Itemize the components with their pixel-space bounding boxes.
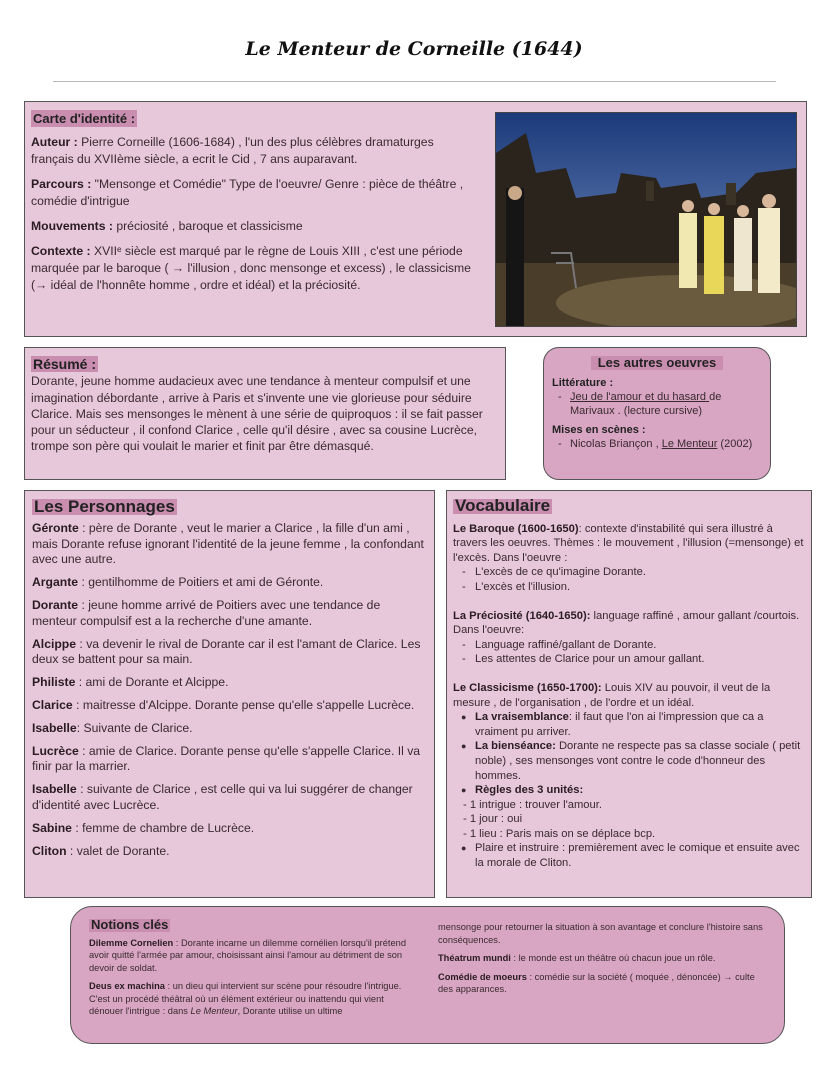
list-item — [32, 721, 427, 737]
plaire-list — [453, 841, 805, 870]
list-item: - Language raffiné/gallant de Dorante. — [475, 638, 805, 653]
resume-section — [24, 347, 506, 480]
bienseance-text: Dorante ne respecte pas sa classe sociale ( petit noble) , ses mensonges vont contre le code d'honneur des hommes. — [475, 740, 801, 782]
list-item — [32, 698, 427, 714]
baroque-def — [453, 522, 805, 566]
text-mouvements: préciosité , baroque et classicisme — [112, 219, 303, 233]
preciosite-list — [453, 638, 805, 667]
perso-name: Clarice — [32, 697, 73, 712]
baroque-text: : contexte d'instabilité qui sera illustré à travers les oeuvres. Thèmes : le mouvement , l'illusion (=mensonge) et l'excès. Dans l'oeuvre : — [453, 522, 804, 564]
perso-name: Sabine — [32, 820, 72, 835]
list-item — [570, 390, 762, 418]
perso-desc: : ami de Dorante et Alcippe. — [75, 675, 229, 690]
classicisme-text: Louis XIV au pouvoir, il veut de la mesure , de l'organisation , de l'ordre et un idéal. — [453, 681, 771, 709]
list-item — [32, 675, 427, 691]
list-item — [475, 783, 805, 798]
perso-desc: : père de Dorante , veut le marier a Clarice , la fille d'un ami , mais Dorante refuse ignorant l'identité de la jeune femme , la confondant avec une autre. — [32, 520, 424, 567]
perso-desc: : femme de chambre de Lucrèce. — [71, 820, 255, 835]
theatrum-text: : le monde est un théâtre où chacun joue un rôle. — [510, 953, 716, 963]
list-item: - 1 lieu : Paris mais on se déplace bcp. — [463, 827, 656, 840]
text-contexte: XVIIᵉ siècle est marqué par le règne de Louis XIII , c'est une période marquée par le baroque ( → l'illusion , donc mensonge et excess) , le classicisme (→ idéal de l'honnête homme , ordre et idéal) et la préciosité. — [31, 244, 471, 292]
stage-photo-image — [496, 113, 796, 326]
perso-name: Géronte — [32, 520, 79, 535]
le-menteur-link[interactable]: Le Menteur — [661, 438, 718, 450]
dilemme-def — [89, 937, 419, 975]
list-item — [32, 575, 427, 591]
preciosite-def — [453, 609, 805, 638]
preciosite-block — [453, 609, 805, 667]
mise-rest: (2002) — [717, 438, 753, 450]
classicisme-block — [453, 681, 805, 871]
perso-desc: : maitresse d'Alcippe. Dorante pense qu'elle s'appelle Lucrèce. — [72, 697, 415, 712]
label-mouvements: Mouvements : — [31, 219, 113, 233]
resume-heading: Résumé : — [33, 356, 97, 372]
mises-list — [552, 437, 762, 451]
perso-desc: : gentilhomme de Poitiers et ami de Géronte. — [78, 575, 324, 590]
vocabulaire-heading: Vocabulaire — [455, 496, 551, 515]
dilemme-label: Dilemme Cornelien — [89, 937, 174, 948]
comedie-def — [438, 971, 768, 996]
baroque-label: Le Baroque (1600-1650) — [453, 522, 579, 535]
theatrum-def — [438, 952, 768, 965]
notions-cles-section — [70, 906, 785, 1044]
vraisemblance-label: La vraisemblance — [475, 711, 569, 724]
text-parcours: "Mensonge et Comédie" Type de l'oeuvre/ Genre : pièce de théâtre , comédie d'intrigue — [31, 177, 464, 208]
perso-name: Lucrèce — [32, 743, 79, 758]
perso-name: Cliton — [32, 843, 67, 858]
comedie-text: : comédie sur la société ( moquée , dénoncée) → culte des apparances. — [438, 971, 755, 994]
baroque-list — [453, 565, 805, 594]
lit-rest: de Marivaux . (lecture cursive) — [570, 391, 722, 417]
label-parcours: Parcours : — [31, 177, 92, 191]
perso-desc: : va devenir le rival de Dorante car il est l'amant de Clarice. Les deux se battent pour sa main. — [32, 636, 421, 667]
label-contexte: Contexte : — [31, 244, 91, 258]
personnages-heading: Les Personnages — [34, 497, 175, 516]
vraisemblance-text: : il faut que l'on ai l'impression que ca a vraiment pu arriver. — [475, 711, 764, 738]
list-item — [32, 821, 427, 837]
dilemme-text: : Dorante incarne un dilemme cornélien lorsqu'il prétend avoir quitté l'armée par amour, choisissant ainsi l'amour au détriment de son devoir de soldat. — [89, 937, 406, 973]
deus-continued: mensonge pour retourner la situation à son avantage et conclure l'histoire sans conséquences. — [438, 922, 763, 945]
text-auteur: Pierre Corneille (1606-1684) , l'un des plus célèbres dramaturges français du XVIIème siècle, a ecrit le Cid , 7 ans auparavant. — [31, 135, 434, 166]
perso-name: Isabelle — [32, 720, 77, 735]
litterature-list — [552, 390, 762, 418]
autres-oeuvres-section — [543, 347, 771, 480]
perso-desc: : Suivante de Clarice. — [76, 720, 193, 735]
carte-heading: Carte d'identité : — [33, 111, 136, 126]
perso-name: Alcippe — [32, 636, 77, 651]
list-item — [475, 739, 805, 783]
personnages-section — [24, 490, 435, 898]
perso-desc: : suivante de Clarice , est celle qui va lui suggérer de changer d'identité avec Lucrèce. — [32, 782, 413, 812]
perso-desc: : valet de Dorante. — [66, 843, 170, 858]
carte-identite-section — [24, 101, 807, 337]
comedie-label: Comédie de moeurs — [438, 971, 527, 982]
perso-name: Isabelle — [32, 782, 77, 797]
carte-auteur — [31, 134, 477, 168]
regles-list — [453, 798, 805, 842]
list-item: - Les attentes de Clarice pour un amour gallant. — [475, 652, 805, 667]
notions-heading: Notions clés — [91, 917, 169, 932]
list-item — [32, 637, 427, 669]
theatrum-label: Théatrum mundi — [438, 953, 511, 963]
title-divider — [53, 81, 776, 82]
label-auteur: Auteur : — [31, 135, 78, 149]
stage-photo — [495, 112, 797, 327]
list-item: - L'excès de ce qu'imagine Dorante. — [475, 565, 805, 580]
notions-col-left — [89, 919, 419, 1024]
list-item — [32, 521, 427, 568]
list-item — [32, 744, 427, 776]
regles-label: Règles des 3 unités: — [475, 784, 584, 797]
classicisme-def — [453, 681, 805, 710]
perso-name: Dorante — [32, 597, 79, 612]
vocabulaire-section — [446, 490, 812, 898]
carte-mouvements — [31, 218, 477, 235]
list-item — [32, 782, 427, 814]
perso-name: Argante — [32, 575, 79, 590]
perso-desc: : jeune homme arrivé de Poitiers avec une tendance de menteur compulsif est a la recherche d'une amante. — [32, 597, 381, 628]
classicisme-list — [453, 710, 805, 798]
list-item — [475, 710, 805, 739]
deus-def — [89, 980, 419, 1018]
deus-italic: Le Menteur — [190, 1006, 238, 1016]
carte-contexte — [31, 243, 477, 294]
carte-parcours — [31, 176, 477, 210]
perso-desc: : amie de Clarice. Dorante pense qu'elle s'appelle Clarice. Il va finir par la marrier. — [32, 743, 421, 774]
list-item: - 1 intrigue : trouver l'amour. — [463, 798, 602, 811]
carte-text — [31, 110, 477, 294]
deus-label: Deus ex machina — [89, 981, 165, 991]
jeu-amour-link[interactable]: Jeu de l'amour et du hasard — [570, 391, 710, 403]
deus-text2: , Dorante utilise un ultime — [237, 1006, 343, 1016]
list-item — [570, 437, 762, 451]
classicisme-label: Le Classicisme (1650-1700): — [453, 681, 602, 694]
perso-name: Philiste — [32, 675, 76, 690]
mise-text: Nicolas Briançon , — [570, 438, 662, 450]
list-item — [32, 598, 427, 630]
preciosite-text: language raffiné , amour gallant /courtois. Dans l'oeuvre: — [453, 609, 800, 637]
list-item — [32, 844, 427, 860]
preciosite-label: La Préciosité (1640-1650): — [453, 609, 591, 622]
baroque-block — [453, 522, 805, 595]
list-item: - 1 jour : oui — [463, 813, 523, 826]
page-title: Le Menteur de Corneille (1644) — [245, 38, 583, 60]
mises-label: Mises en scènes : — [552, 424, 646, 436]
list-item: - L'excès et l'illusion. — [475, 580, 805, 595]
resume-text: Dorante, jeune homme audacieux avec une tendance à menteur compulsif et une imagination débordante , arrive à Paris et s'invente une vie glorieuse pour séduire Clarice. Mais ses mensonges le mènent à une série de quiproquos : il se fait passer pour un séducteur , il confond Clarice , celle qu'il désire , avec sa cousine Lucrèce, trompe son père qui voulait le marier et finit par être démasqué. — [31, 374, 483, 454]
deus-text: : un dieu qui intervient sur scène pour résoudre l'intrigue. C'est un procédé théâtral où un élément extérieur ou inattendu qui vient dénouer l'intrigue : dans — [89, 981, 402, 1016]
bienseance-label: La bienséance: — [475, 740, 556, 753]
list-item: ● Plaire et instruire : premièrement avec le comique et ensuite avec la morale de Cliton. — [475, 841, 805, 870]
autres-heading: Les autres oeuvres — [591, 356, 723, 370]
litterature-label: Littérature : — [552, 377, 614, 389]
notions-col-right — [438, 921, 768, 1002]
